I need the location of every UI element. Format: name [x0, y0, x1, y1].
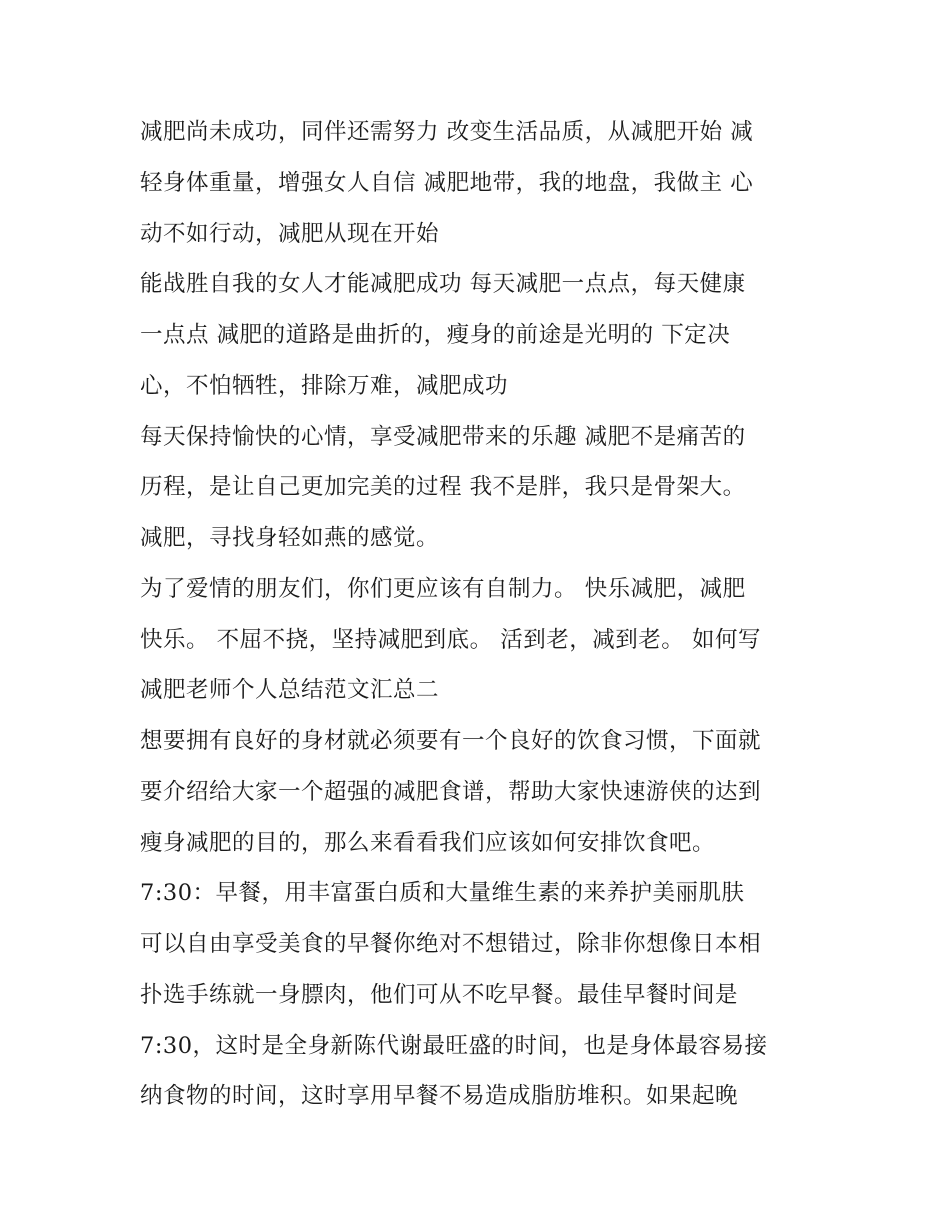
text-line: 一点点 减肥的道路是曲折的，瘦身的前途是光明的 下定决: [140, 322, 731, 348]
text-line: 扑选手练就一身膘肉，他们可从不吃早餐。最佳早餐时间是: [140, 981, 739, 1008]
text-line: 心，不怕牺牲，排除万难，减肥成功: [140, 372, 509, 399]
text-line: 轻身体重量，增强女人自信 减肥地带，我的地盘，我做主 心: [140, 169, 754, 196]
text-line: 每天保持愉快的心情，享受减肥带来的乐趣 减肥不是痛苦的: [140, 423, 746, 450]
text-line: 可以自由享受美食的早餐你绝对不想错过，除非你想像日本相: [140, 931, 762, 957]
text-line: 历程，是让自己更加完美的过程 我不是胖，我只是骨架大。: [140, 474, 746, 501]
text-line: 减肥，寻找身轻如燕的感觉。: [140, 525, 440, 551]
text-line: 能战胜自我的女人才能减肥成功 每天减肥一点点，每天健康: [140, 271, 746, 298]
text-line: 减肥尚未成功，同伴还需努力 改变生活品质，从减肥开始 减: [140, 119, 754, 145]
text-line: 7:30，这时是全身新陈代谢最旺盛的时间，也是身体最容易接: [140, 1032, 768, 1059]
text-line: 瘦身减肥的目的，那么来看看我们应该如何安排饮食吧。: [140, 829, 716, 856]
text-line: 快乐。 不屈不挠，坚持减肥到底。 活到老，减到老。 如何写: [140, 626, 761, 653]
section-title-line: 减肥老师个人总结范文汇总二: [140, 677, 440, 704]
text-line: 想要拥有良好的身材就必须要有一个良好的饮食习惯，下面就: [140, 728, 762, 754]
document-body-text: [140, 107, 820, 1122]
text-line: 要介绍给大家一个超强的减肥食谱，帮助大家快速游侠的达到: [140, 778, 762, 805]
text-line: 7:30：早餐，用丰富蛋白质和大量维生素的来养护美丽肌肤: [140, 880, 745, 907]
text-line: 动不如行动，减肥从现在开始: [140, 220, 440, 247]
text-line: 为了爱情的朋友们，你们更应该有自制力。 快乐减肥，减肥: [140, 575, 746, 602]
text-line: 纳食物的时间，这时享用早餐不易造成脂肪堆积。如果起晚: [140, 1083, 739, 1110]
